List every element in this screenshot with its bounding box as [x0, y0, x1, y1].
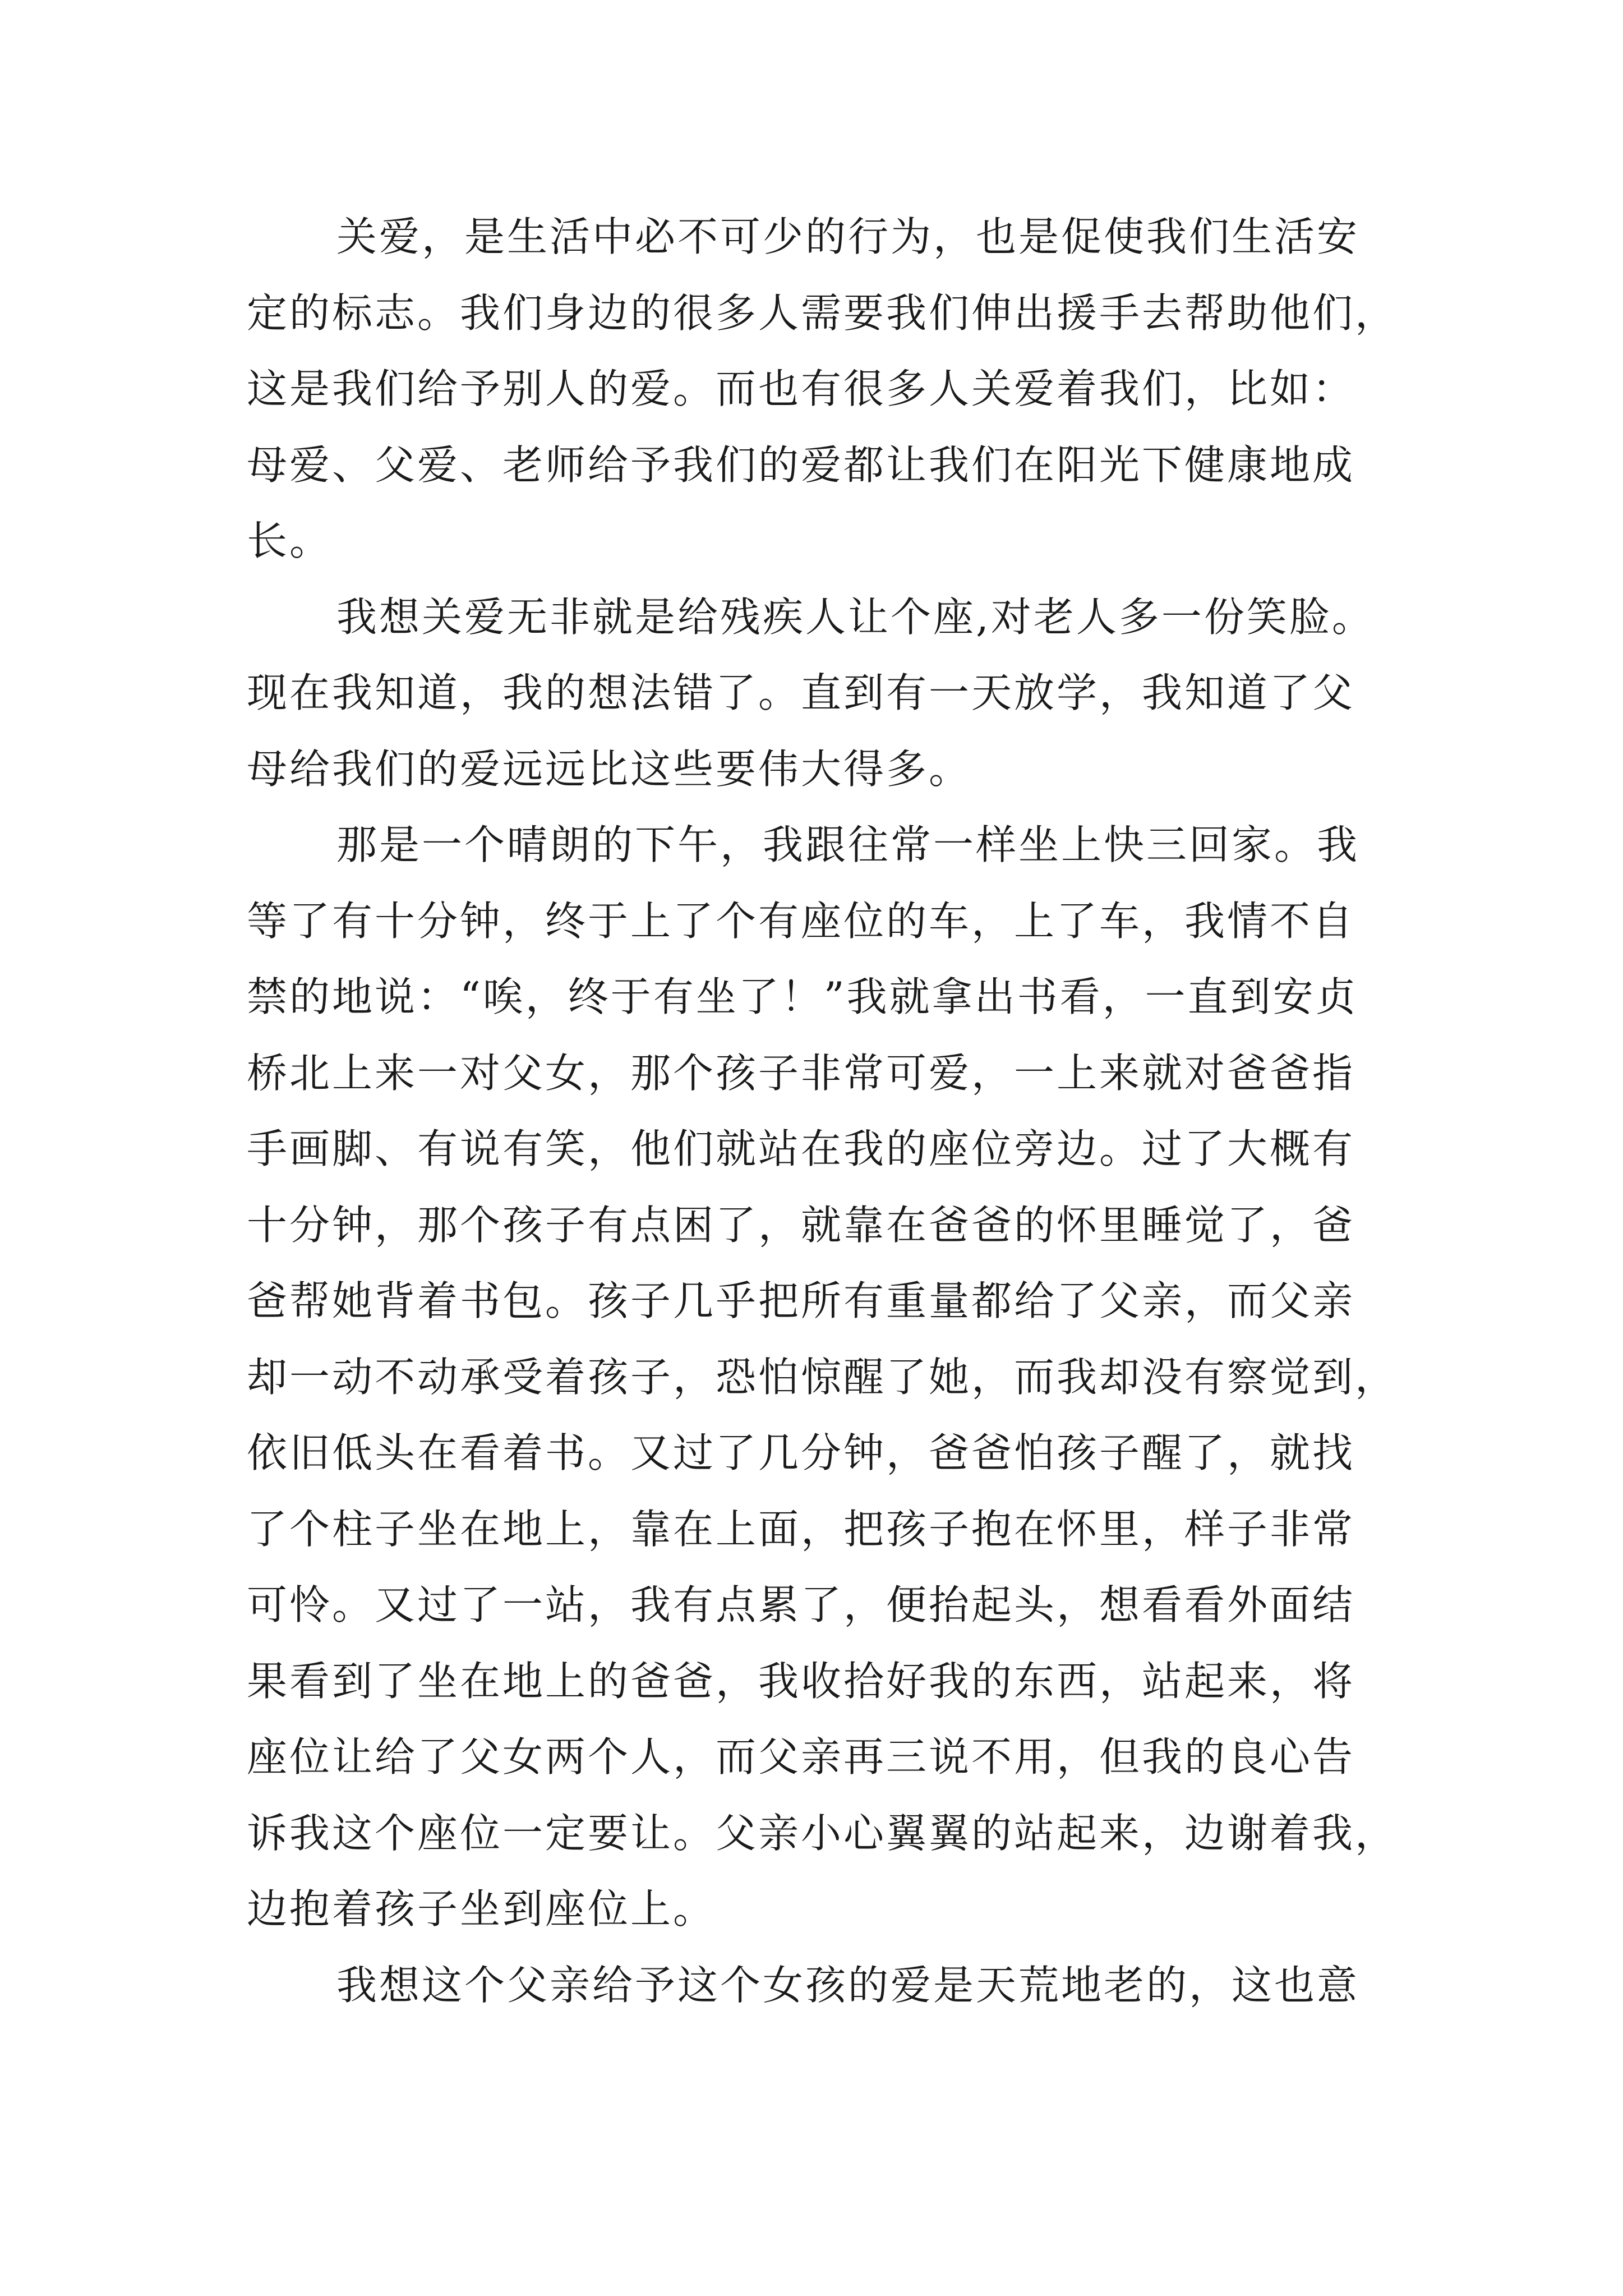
text-line: 可怜。又过了一站，我有点累了，便抬起头，想看看外面结: [247, 1581, 1355, 1628]
text-line: 果看到了坐在地上的爸爸，我收拾好我的东西，站起来，将: [247, 1657, 1355, 1705]
text-line: 关爱，是生活中必不可少的行为，也是促使我们生活安: [336, 213, 1360, 260]
text-line: 桥北上来一对父女，那个孩子非常可爱，一上来就对爸爸指: [247, 1049, 1355, 1097]
text-line: 这是我们给予别人的爱。而也有很多人关爱着我们，比如：: [247, 365, 1355, 412]
text-line: 那是一个晴朗的下午，我跟往常一样坐上快三回家。我: [336, 821, 1360, 868]
text-line: 座位让给了父女两个人，而父亲再三说不用，但我的良心告: [247, 1733, 1355, 1780]
text-line: 十分钟，那个孩子有点困了，就靠在爸爸的怀里睡觉了，爸: [247, 1201, 1355, 1249]
text-line: 定的标志。我们身边的很多人需要我们伸出援手去帮助他们，: [247, 289, 1398, 337]
paragraph-2: [247, 579, 1385, 808]
text-line: 我想关爱无非就是给残疾人让个座,对老人多一份笑脸。: [336, 593, 1375, 641]
text-line: 等了有十分钟，终于上了个有座位的车，上了车，我情不自: [247, 897, 1355, 945]
paragraph-1: [247, 199, 1398, 579]
text-line: 手画脚、有说有笑，他们就站在我的座位旁边。过了大概有: [247, 1125, 1355, 1172]
text-line: 我想这个父亲给予这个女孩的爱是天荒地老的，这也意: [336, 1961, 1360, 2009]
paragraph-4: [247, 1948, 1385, 2024]
text-line: 了个柱子坐在地上，靠在上面，把孩子抱在怀里，样子非常: [247, 1505, 1355, 1553]
text-line: 却一动不动承受着孩子，恐怕惊醒了她，而我却没有察觉到，: [247, 1353, 1398, 1401]
text-line: 依旧低头在看着书。又过了几分钟，爸爸怕孩子醒了，就找: [247, 1429, 1355, 1476]
text-line: 诉我这个座位一定要让。父亲小心翼翼的站起来，边谢着我，: [247, 1809, 1398, 1857]
text-line: 爸帮她背着书包。孩子几乎把所有重量都给了父亲，而父亲: [247, 1277, 1355, 1324]
text-line: 禁的地说：“唉，终于有坐了！”我就拿出书看，一直到安贞: [247, 973, 1358, 1020]
text-line: 母爱、父爱、老师给予我们的爱都让我们在阳光下健康地成: [247, 441, 1355, 489]
text-line: 边抱着孩子坐到座位上。: [247, 1885, 716, 1932]
essay-body: [247, 199, 1398, 2023]
text-line: 现在我知道，我的想法错了。直到有一天放学，我知道了父: [247, 669, 1355, 716]
text-line: 长。: [247, 517, 333, 564]
text-line: 母给我们的爱远远比这些要伟大得多。: [247, 745, 972, 793]
paragraph-3: [247, 807, 1398, 1948]
